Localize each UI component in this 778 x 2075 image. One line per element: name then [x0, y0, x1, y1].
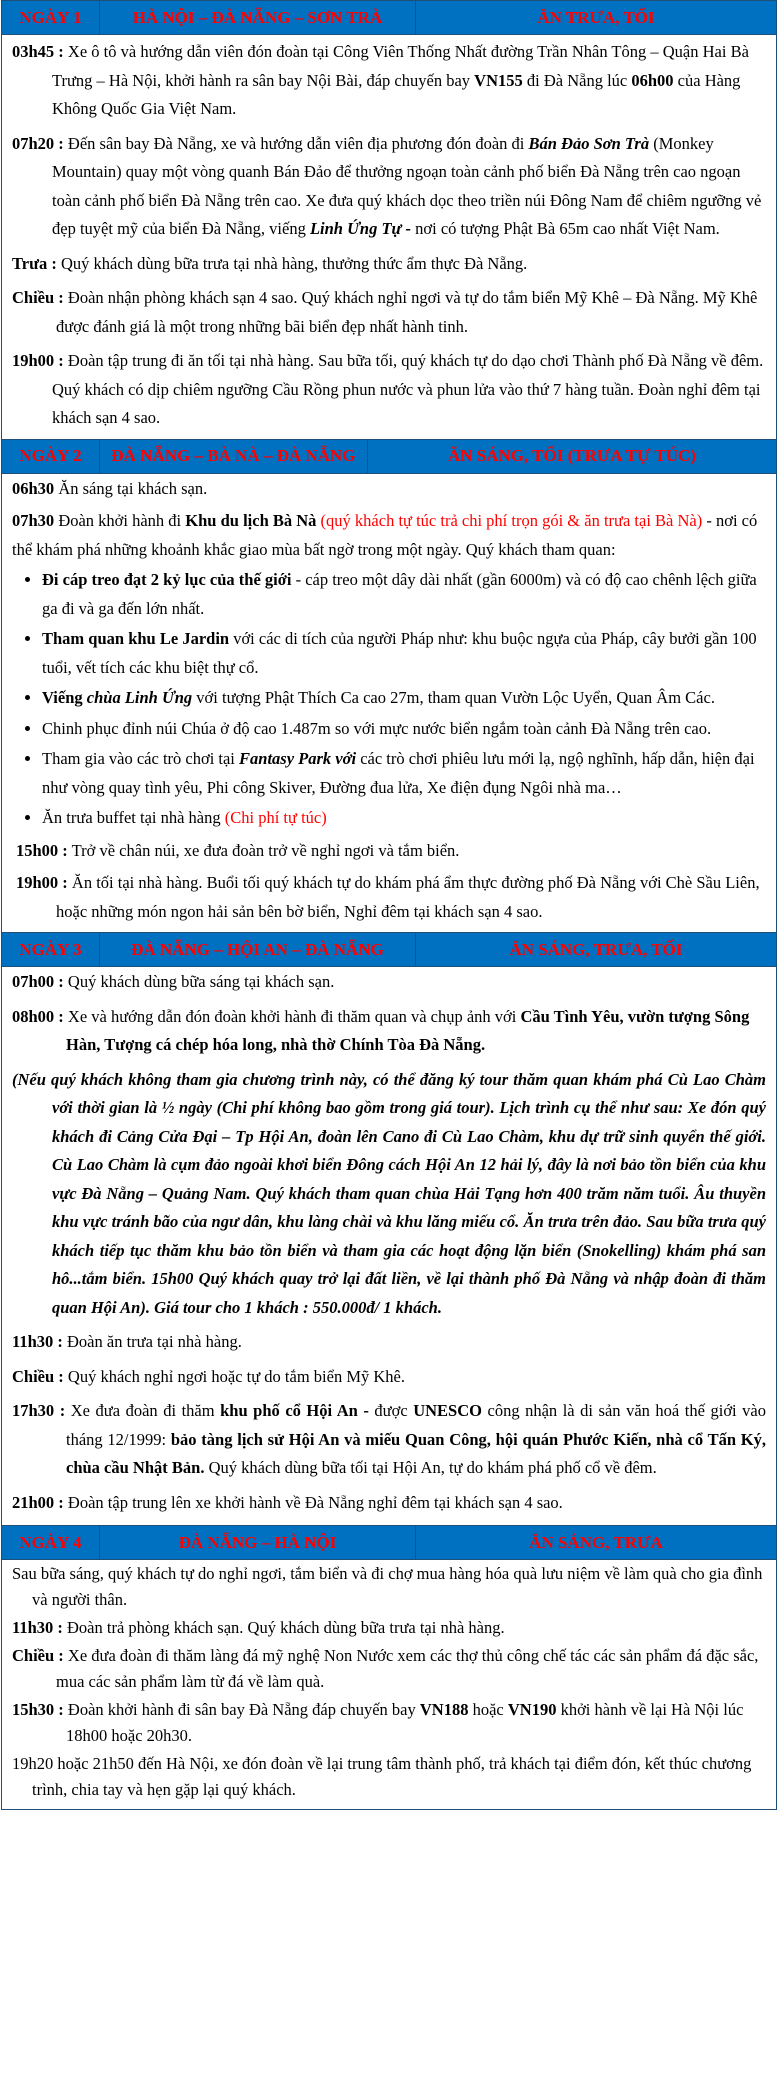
time-label: 06h30	[12, 478, 55, 498]
schedule-item	[12, 1489, 766, 1518]
text: Quý khách dùng bữa sáng tại khách sạn.	[63, 972, 335, 991]
day-route: ĐÀ NẴNG – BÀ NÀ – ĐÀ NẴNG	[100, 440, 368, 473]
time-label: 11h30 :	[12, 1332, 63, 1351]
list-item	[42, 625, 766, 682]
place-highlight: Fantasy Park với	[239, 749, 357, 768]
list-item	[42, 715, 766, 744]
time-label: 21h00 :	[12, 1492, 64, 1512]
text: Chinh phục đỉnh núi Chúa ở độ cao 1.487m so với mực nước biển ngắm toàn cảnh Đà Nẵng trên cao.	[42, 718, 712, 738]
text: của Hàng Không Quốc Gia Việt Nam.	[52, 70, 741, 118]
time-label: 03h45 :	[12, 42, 64, 61]
text: Đoàn trả phòng khách sạn. Quý khách dùng bữa trưa tại nhà hàng.	[62, 1618, 505, 1637]
day-1-section	[1, 0, 777, 440]
time-label: 17h30 :	[12, 1401, 66, 1420]
text: Quý khách dùng bữa trưa tại nhà hàng, thưởng thức ẩm thực Đà Nẵng.	[56, 253, 528, 273]
flight-code: VN190	[507, 1700, 557, 1719]
itinerary-document	[1, 0, 777, 1810]
time-label: 11h30 :	[12, 1618, 63, 1637]
day-meals: ĂN TRƯA, TỐI	[537, 7, 655, 27]
optional-tour-note: (Nếu quý khách không tham gia chương trình này, có thể đăng ký tour thăm quan khám phá Cù Lao Chàm với thời gian là ½ ngày (Chi phí không bao gồm trong giá tour). Lịch trình cụ thể như sau: Xe đón quý khách đi Cảng Cửa Đại – Tp Hội An, đoàn lên Cano đi Cù Lao Chàm, khu dự trữ sinh quyển thế giới. Cù Lao Chàm là cụm đảo ngoài khơi biển Đông cách Hội An 12 hải lý, đây là nơi bảo tồn biển của khu vực Đà Nẵng – Quảng Nam. Quý khách tham quan chùa Hải Tạng hơn 400 trăm năm tuổi. Âu thuyền khu vực tránh bão của ngư dân, khu làng chài và khu lăng miếu cổ. Ăn trưa trên đảo. Sau bữa trưa quý khách tiếp tục thăm khu bảo tồn biển và tham gia các hoạt động lặn biển (Snokelling) khám phá san hô...tắm biển. 15h00 Quý khách quay trở lại đất liền, về lại thành phố Đà Nẵng và nhập đoàn đi thăm quan Hội An). Giá tour cho 1 khách : 550.000đ/ 1 khách.	[12, 1069, 766, 1317]
text: Đoàn tập trung lên xe khởi hành về Đà Nẵng nghỉ đêm tại khách sạn 4 sao.	[63, 1492, 563, 1512]
activity-title: Viếng	[42, 688, 87, 707]
schedule-item	[12, 1328, 766, 1357]
schedule-item	[12, 130, 766, 244]
time-highlight: 06h00	[631, 70, 674, 90]
schedule-item	[12, 250, 766, 279]
text: Đoàn khởi hành đi	[54, 511, 186, 530]
text: Ăn tối tại nhà hàng. Buổi tối quý khách tự do khám phá ẩm thực đường phố Đà Nẵng với Chè Sầu Liên, hoặc những món ngon hải sản bên bờ biển, Nghỉ đêm tại khách sạn 4 sao.	[56, 873, 760, 921]
place-highlight: Khu du lịch Bà Nà	[185, 511, 317, 530]
text: Quý khách nghỉ ngơi hoặc tự do tắm biển Mỹ Khê.	[63, 1366, 405, 1386]
time-label: Chiều :	[12, 1646, 64, 1665]
flight-code: VN188	[419, 1700, 469, 1719]
day-4-body	[2, 1560, 776, 1809]
text: được	[368, 1401, 414, 1420]
text: Đoàn tập trung đi ăn tối tại nhà hàng. Sau bữa tối, quý khách tự do dạo chơi Thành phố Đà Nẵng về đêm. Quý khách có dịp chiêm ngưỡng Cầu Rồng phun nước và phun lửa vào thứ 7 hàng tuần. Đoàn nghỉ đêm tại khách sạn 4 sao.	[52, 351, 764, 427]
day-2-section	[1, 440, 777, 934]
schedule-item	[12, 1397, 766, 1483]
day-route: ĐÀ NẴNG – HỘI AN – ĐÀ NẴNG	[100, 933, 416, 966]
place-highlight: Cầu Tình Yêu, vườn tượng Sông Hàn, Tượng cá chép hóa long, nhà thờ Chính Tòa Đà Nẵng.	[66, 1006, 750, 1054]
schedule-item	[12, 38, 766, 124]
schedule-item	[12, 968, 766, 997]
text: nơi có tượng Phật Bà 65m cao nhất Việt Nam.	[411, 219, 720, 238]
place-highlight: Linh Ứng Tự -	[309, 219, 412, 238]
text: Đoàn nhận phòng khách sạn 4 sao. Quý khách nghỉ ngơi và tự do tắm biển Mỹ Khê – Đà Nẵng. Mỹ Khê được đánh giá là một trong những bãi biển đẹp nhất hành tinh.	[56, 288, 758, 336]
text: Tham gia vào các trò chơi tại	[42, 749, 240, 768]
text: Quý khách dùng bữa tối tại Hội An, tự do khám phá phố cổ về đêm.	[204, 1458, 657, 1477]
text: đi Đà Nẵng lúc	[522, 70, 632, 90]
day-meals: ĂN SÁNG, TRƯA	[529, 1532, 663, 1552]
time-label: 19h00 :	[16, 873, 68, 892]
schedule-item	[12, 1697, 766, 1749]
day-4-header	[2, 1526, 776, 1560]
text: với tượng Phật Thích Ca cao 27m, tham quan Vườn Lộc Uyển, Quan Âm Các.	[192, 688, 715, 707]
list-item	[42, 745, 766, 802]
day-label: NGÀY 3	[2, 933, 100, 966]
day-route: HÀ NỘI – ĐÀ NẴNG – SƠN TRÀ	[100, 1, 416, 34]
org-highlight: UNESCO	[413, 1401, 482, 1420]
time-label: 15h30 :	[12, 1700, 64, 1719]
place-highlight: Bán Đảo Sơn Trà	[528, 133, 650, 153]
day-label: NGÀY 4	[2, 1526, 100, 1559]
schedule-item	[12, 869, 766, 926]
day-3-section	[1, 933, 777, 1526]
list-item	[42, 684, 766, 713]
day-meals: ĂN SÁNG, TỐI (TRƯA TỰ TÚC)	[447, 446, 697, 465]
schedule-item	[12, 507, 766, 564]
schedule-item	[12, 837, 766, 866]
schedule-item	[12, 1003, 766, 1060]
schedule-item	[12, 475, 766, 504]
text: Xe ô tô và hướng dẫn viên đón đoàn tại Công Viên Thống Nhất đường Trần Nhân Tông – Quận Hai Bà Trưng – Hà Nội, khởi hành ra sân bay Nội Bài, đáp chuyến bay	[52, 42, 749, 90]
place-highlight: bảo tàng lịch sử Hội An và miếu Quan Công, hội quán Phước Kiến, nhà cổ Tấn Ký, chùa cầu Nhật Bản.	[66, 1429, 766, 1477]
time-label: Chiều :	[12, 288, 64, 307]
text: Xe đưa đoàn đi thăm làng đá mỹ nghệ Non Nước xem các thợ thủ công chế tác các sản phẩm đá đặc sắc, mua các sản phẩm làm từ đá về làm quà.	[56, 1646, 759, 1691]
day-1-body	[2, 35, 776, 439]
day-2-body	[2, 474, 776, 933]
text: Xe và hướng dẫn đón đoàn khởi hành đi thăm quan và chụp ảnh với	[63, 1006, 521, 1026]
time-label: 07h20 :	[12, 133, 64, 153]
text: với các di tích của người Pháp như: khu buộc ngựa của Pháp, cây bưởi gần 100 tuổi, vết tích các khu biệt thự cổ.	[42, 629, 757, 677]
day-route: ĐÀ NẴNG – HÀ NỘI	[100, 1526, 416, 1559]
schedule-item	[12, 1363, 766, 1392]
place-highlight: chùa Linh Ứng	[86, 688, 193, 707]
list-item	[42, 804, 766, 833]
text: Ăn sáng tại khách sạn.	[54, 478, 208, 498]
day-label: NGÀY 2	[2, 440, 100, 473]
day-3-header	[2, 933, 776, 967]
schedule-item: 19h20 hoặc 21h50 đến Hà Nội, xe đón đoàn về lại trung tâm thành phố, trả khách tại điểm đón, kết thúc chương trình, chia tay và hẹn gặp lại quý khách.	[12, 1754, 752, 1799]
activity-title: Tham quan khu Le Jardin	[42, 629, 230, 648]
time-label: Chiều :	[12, 1366, 64, 1386]
day-4-section	[1, 1526, 777, 1810]
schedule-item	[12, 284, 766, 341]
day-meals: ĂN SÁNG, TRƯA, TỐI	[509, 939, 683, 959]
time-label: 15h00 :	[16, 840, 68, 860]
text: Đoàn ăn trưa tại nhà hàng.	[62, 1332, 242, 1351]
text: Ăn trưa buffet tại nhà hàng	[42, 808, 225, 827]
time-label: Trưa :	[12, 253, 57, 273]
activity-title: Đi cáp treo đạt 2 kỷ lục của thế giới	[42, 570, 292, 589]
text: khởi hành về lại Hà Nội lúc 18h00 hoặc 20h30.	[66, 1700, 744, 1745]
text: Đoàn khởi hành đi sân bay Đà Nẵng đáp chuyến bay	[63, 1700, 420, 1719]
self-paid-note: (Chi phí tự túc)	[224, 808, 327, 827]
text: - cáp treo một dây dài nhất (gần 6000m) và có độ cao chênh lệch giữa ga đi và ga đến lớn nhất.	[42, 570, 757, 618]
time-label: 07h30	[12, 511, 55, 530]
text: các trò chơi phiêu lưu mới lạ, ngộ nghĩnh, hấp dẫn, hiện đại như vòng quay tình yêu, Phi công Skiver, Đường đua lửa, Xe điện đụng Ngôi nhà ma…	[42, 749, 755, 797]
schedule-item	[12, 347, 766, 433]
place-highlight: khu phố cổ Hội An -	[220, 1401, 369, 1420]
text: (Monkey Mountain) quay một vòng quanh Bán Đảo để thưởng ngoạn toàn cảnh phố biển Đà Nẵng trên cao ngoạn toàn cảnh phố biển Đà Nẵng trên cao. Xe đưa quý khách dọc theo triền núi Đông Nam để chiêm ngưỡng vẻ đẹp tuyệt mỹ của biển Đà Nẵng, viếng	[52, 133, 762, 238]
text: hoặc	[468, 1700, 508, 1719]
time-label: 08h00 :	[12, 1006, 64, 1026]
text: công nhận là di sản văn hoá thế giới vào tháng 12/1999:	[66, 1401, 766, 1449]
time-label: 07h00 :	[12, 972, 64, 991]
text: Xe đưa đoàn đi thăm	[65, 1401, 221, 1420]
schedule-item: Sau bữa sáng, quý khách tự do nghỉ ngơi, tắm biển và đi chợ mua hàng hóa quà lưu niệm về làm quà cho gia đình và người thân.	[12, 1564, 763, 1609]
text: Đến sân bay Đà Nẵng, xe và hướng dẫn viên địa phương đón đoàn đi	[63, 133, 529, 153]
day-1-header	[2, 1, 776, 35]
text: Trở về chân núi, xe đưa đoàn trở về nghỉ ngơi và tắm biển.	[67, 840, 460, 860]
activity-list	[12, 566, 766, 833]
time-label: 19h00 :	[12, 351, 64, 370]
list-item	[42, 566, 766, 623]
text: - nơi có thể khám phá những khoảnh khắc giao mùa bất ngờ trong một ngày. Quý khách tham quan:	[12, 511, 758, 559]
schedule-item	[12, 1643, 766, 1695]
flight-code: VN155	[474, 70, 523, 90]
schedule-item	[12, 1615, 766, 1641]
day-3-body	[2, 967, 776, 1525]
self-paid-note: (quý khách tự túc trả chi phí trọn gói & ăn trưa tại Bà Nà)	[316, 511, 703, 530]
day-label: NGÀY 1	[2, 1, 100, 34]
day-2-header	[2, 440, 776, 474]
